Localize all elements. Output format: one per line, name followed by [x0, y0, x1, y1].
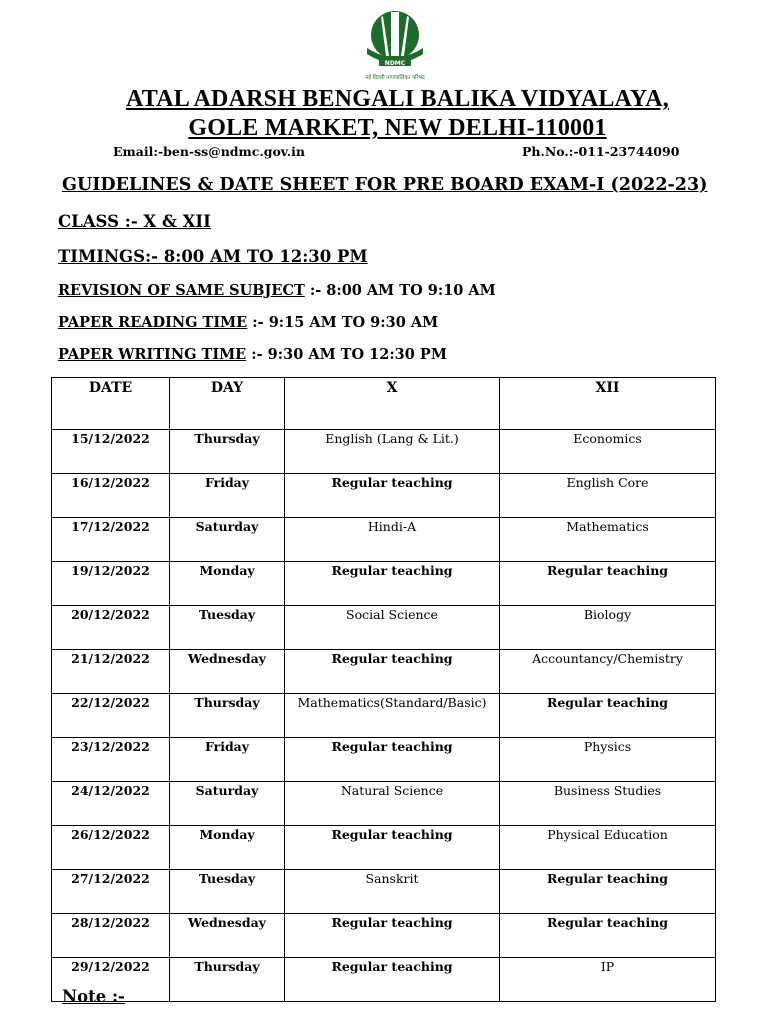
date-cell: 22/12/2022 — [52, 694, 170, 738]
class-xii-cell: Mathematics — [500, 518, 716, 562]
table-row — [52, 430, 716, 474]
class-xii-cell: English Core — [500, 474, 716, 518]
day-cell: Thursday — [170, 694, 285, 738]
class-info — [58, 212, 211, 231]
day-cell: Thursday — [170, 958, 285, 1002]
ndmc-emblem-icon — [353, 8, 437, 86]
writing-time-info — [58, 346, 447, 363]
class-x-cell: Regular teaching — [285, 738, 500, 782]
reading-time-label: PAPER READING TIME — [58, 314, 248, 331]
reading-time-value: :- 9:15 AM TO 9:30 AM — [247, 314, 439, 331]
table-row — [52, 694, 716, 738]
date-cell: 26/12/2022 — [52, 826, 170, 870]
day-cell: Tuesday — [170, 870, 285, 914]
day-cell: Thursday — [170, 430, 285, 474]
table-row — [52, 914, 716, 958]
class-xii-cell: Economics — [500, 430, 716, 474]
date-cell: 24/12/2022 — [52, 782, 170, 826]
class-x-cell: Natural Science — [285, 782, 500, 826]
table-row — [52, 606, 716, 650]
class-xii-cell: Biology — [500, 606, 716, 650]
table-row — [52, 474, 716, 518]
class-x-cell: Regular teaching — [285, 474, 500, 518]
day-cell: Friday — [170, 474, 285, 518]
logo-emblem-text: NDMC — [384, 60, 406, 67]
class-xii-cell: Regular teaching — [500, 870, 716, 914]
logo-tagline: नई दिल्ली नगरपालिका परिषद — [365, 75, 425, 81]
timings-text: TIMINGS:- 8:00 AM TO 12:30 PM — [58, 247, 368, 266]
table-row — [52, 870, 716, 914]
class-x-cell: Regular teaching — [285, 562, 500, 606]
day-cell: Wednesday — [170, 914, 285, 958]
date-cell: 20/12/2022 — [52, 606, 170, 650]
writing-time-label: PAPER WRITING TIME — [58, 346, 247, 363]
date-sheet-table — [51, 377, 716, 1002]
class-xii-cell: Regular teaching — [500, 914, 716, 958]
header-class-x: X — [285, 378, 500, 430]
date-cell: 27/12/2022 — [52, 870, 170, 914]
header-date: DATE — [52, 378, 170, 430]
table-row — [52, 518, 716, 562]
day-cell: Friday — [170, 738, 285, 782]
class-xii-cell: Physical Education — [500, 826, 716, 870]
school-email: Email:-ben-ss@ndmc.gov.in — [113, 144, 305, 159]
class-xii-cell: Regular teaching — [500, 694, 716, 738]
class-x-cell: English (Lang & Lit.) — [285, 430, 500, 474]
table-row — [52, 650, 716, 694]
class-xii-cell: Physics — [500, 738, 716, 782]
date-cell: 15/12/2022 — [52, 430, 170, 474]
class-x-cell: Regular teaching — [285, 914, 500, 958]
class-x-cell: Regular teaching — [285, 958, 500, 1002]
header-day: DAY — [170, 378, 285, 430]
day-cell: Monday — [170, 562, 285, 606]
day-cell: Wednesday — [170, 650, 285, 694]
class-xii-cell: IP — [500, 958, 716, 1002]
class-xii-cell: Business Studies — [500, 782, 716, 826]
timings-info — [58, 247, 368, 266]
page-heading: GUIDELINES & DATE SHEET FOR PRE BOARD EXAM-I (2022-23) — [62, 175, 708, 195]
class-x-cell: Mathematics(Standard/Basic) — [285, 694, 500, 738]
class-xii-cell: Accountancy/Chemistry — [500, 650, 716, 694]
table-row — [52, 738, 716, 782]
note-heading: Note :- — [62, 987, 125, 1006]
class-x-cell: Sanskrit — [285, 870, 500, 914]
school-name-line2: GOLE MARKET, NEW DELHI-110001 — [188, 115, 607, 141]
writing-time-value: :- 9:30 AM TO 12:30 PM — [246, 346, 447, 363]
class-text: CLASS :- X & XII — [58, 212, 211, 231]
table-row — [52, 958, 716, 1002]
date-sheet-body — [52, 430, 716, 1002]
school-name-line1: ATAL ADARSH BENGALI BALIKA VIDYALAYA, — [126, 86, 669, 112]
day-cell: Tuesday — [170, 606, 285, 650]
date-cell: 29/12/2022 — [52, 958, 170, 1002]
class-x-cell: Hindi-A — [285, 518, 500, 562]
revision-label: REVISION OF SAME SUBJECT — [58, 282, 305, 299]
table-header-row — [52, 378, 716, 430]
revision-value: :- 8:00 AM TO 9:10 AM — [304, 282, 496, 299]
ndmc-logo — [353, 8, 437, 86]
table-row — [52, 782, 716, 826]
date-cell: 28/12/2022 — [52, 914, 170, 958]
reading-time-info — [58, 314, 438, 331]
table-row — [52, 826, 716, 870]
school-phone: Ph.No.:-011-23744090 — [522, 144, 680, 159]
day-cell: Monday — [170, 826, 285, 870]
date-cell: 19/12/2022 — [52, 562, 170, 606]
day-cell: Saturday — [170, 782, 285, 826]
date-cell: 21/12/2022 — [52, 650, 170, 694]
header-class-xii: XII — [500, 378, 716, 430]
date-cell: 23/12/2022 — [52, 738, 170, 782]
revision-info — [58, 282, 496, 299]
date-cell: 16/12/2022 — [52, 474, 170, 518]
class-xii-cell: Regular teaching — [500, 562, 716, 606]
class-x-cell: Social Science — [285, 606, 500, 650]
date-cell: 17/12/2022 — [52, 518, 170, 562]
class-x-cell: Regular teaching — [285, 826, 500, 870]
class-x-cell: Regular teaching — [285, 650, 500, 694]
day-cell: Saturday — [170, 518, 285, 562]
table-row — [52, 562, 716, 606]
